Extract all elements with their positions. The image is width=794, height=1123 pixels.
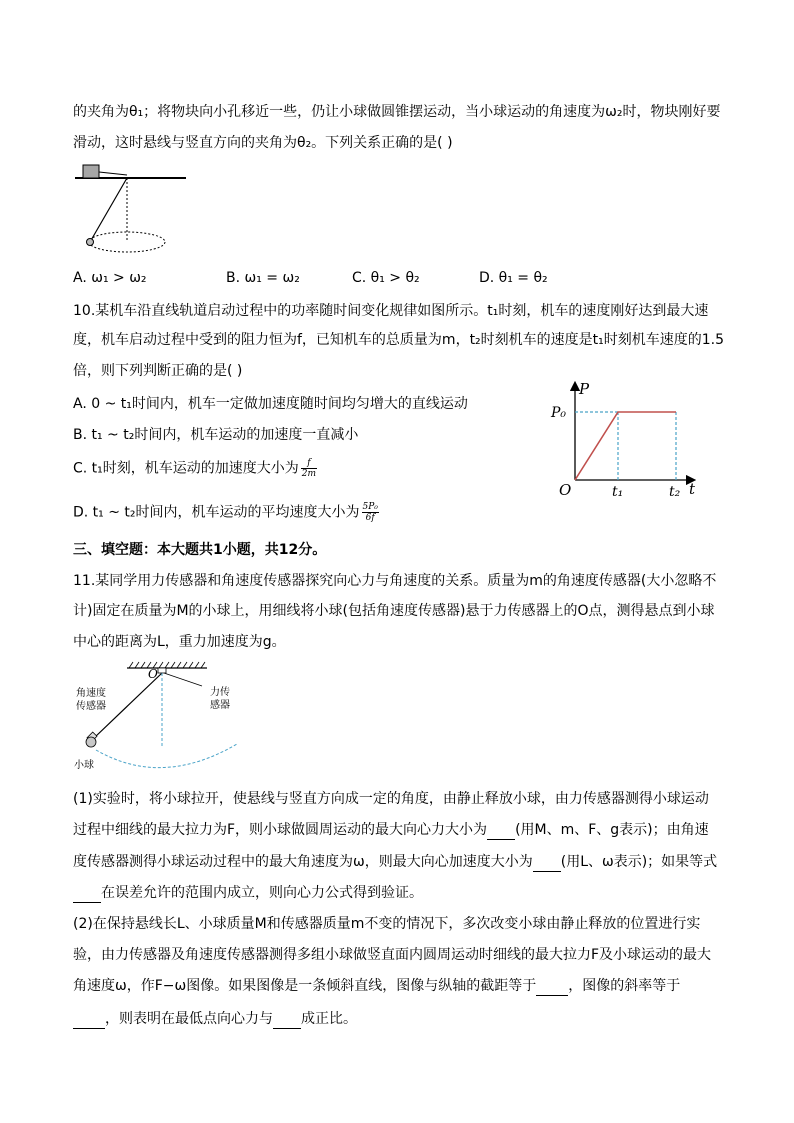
q11-part2-line-1: (2)在保持悬线长L、小球质量M和传感器质量m不变的情况下，多次改变小球由静止释放的位置进行实 <box>73 916 701 932</box>
q11-part2-line-3a: 角速度ω，作F−ω图像。如果图像是一条倾斜直线，图像与纵轴的截距等于 <box>73 978 537 994</box>
q9-option-d[interactable]: D. θ₁ = θ₂ <box>479 270 548 286</box>
q11-figure-angular-sensor-label-1: 角速度 <box>76 688 106 699</box>
q11-part2-line-2: 验，由力传感器及角速度传感器测得多组小球做竖直面内圆周运动时细线的最大拉力F及小球运动的最大 <box>73 947 712 963</box>
q10-option-d-denominator: 6f <box>365 513 375 523</box>
q10-option-c-fraction <box>301 458 317 479</box>
q11-part1-line-2b: (用M、m、F、g表示)；由角速 <box>515 822 709 838</box>
q11-part2-line-4c: 成正比。 <box>301 1011 357 1027</box>
q11-part2-line-3 <box>73 976 680 996</box>
q11-figure-o-label: O <box>148 667 158 681</box>
answer-blank-3[interactable] <box>73 888 101 903</box>
q10-option-c[interactable] <box>73 458 317 479</box>
q9-option-a[interactable]: A. ω₁ > ω₂ <box>73 270 147 286</box>
q11-figure-force-sensor-label-2: 感器 <box>210 700 230 711</box>
q10-graph-t1-label: t₁ <box>612 484 624 500</box>
q11-line-1: 11.某同学用力传感器和角速度传感器探究向心力与角速度的关系。质量为m的角速度传感器(大小忽略不 <box>73 573 717 589</box>
q10-option-d-text: D. t₁ ~ t₂时间内，机车运动的平均速度大小为 <box>73 504 360 521</box>
q9-option-c[interactable]: C. θ₁ > θ₂ <box>352 270 420 286</box>
answer-blank-5[interactable] <box>73 1014 105 1029</box>
q11-part1-line-3b: (用L、ω表示)；如果等式 <box>560 854 718 870</box>
q11-part1-line-4b: 在误差允许的范围内成立，则向心力公式得到验证。 <box>101 885 423 901</box>
q10-power-time-graph <box>545 378 705 503</box>
q11-part2-line-4b: ，则表明在最低点向心力与 <box>105 1011 273 1027</box>
q10-option-b[interactable]: B. t₁ ~ t₂时间内，机车运动的加速度一直减小 <box>73 427 359 443</box>
answer-blank-4[interactable] <box>536 981 568 996</box>
q11-part1-line-2a: 过程中细线的最大拉力为F，则小球做圆周运动的最大向心力大小为 <box>73 822 488 838</box>
q10-graph-power-line <box>575 412 676 480</box>
q11-part2-line-4 <box>73 1009 357 1029</box>
q10-line-3: 倍，则下列判断正确的是( ) <box>73 363 243 379</box>
answer-blank-1[interactable] <box>487 825 515 840</box>
q11-part1-line-3a: 度传感器测得小球运动过程中的最大角速度为ω，则最大向心加速度大小为 <box>73 854 533 870</box>
q10-line-1: 10.某机车沿直线轨道启动过程中的功率随时间变化规律如图所示。t₁时刻，机车的速度刚好达到最大速 <box>73 303 709 319</box>
q10-graph-x-label: t <box>689 480 696 498</box>
q11-part1-line-1: (1)实验时，将小球拉开，使悬线与竖直方向成一定的角度，由静止释放小球，由力传感器测得小球运动 <box>73 791 709 807</box>
q10-option-c-numerator: f <box>301 458 317 469</box>
q11-line-3: 中心的距离为L，重力加速度为g。 <box>73 634 286 650</box>
q10-option-d[interactable] <box>73 502 379 523</box>
q9-line-1: 的夹角为θ₁；将物块向小孔移近一些，仍让小球做圆锥摆运动，当小球运动的角速度为ω₂时，物块刚好要 <box>73 104 721 120</box>
q11-part1-line-3 <box>73 852 717 872</box>
q10-graph-y-label: P <box>579 380 590 398</box>
q10-graph-origin-label: O <box>559 481 572 499</box>
q10-line-2: 度，机车启动过程中受到的阻力恒为f，已知机车的总质量为m，t₂时刻机车的速度是t₁时刻机车速度的1.5 <box>73 332 725 348</box>
q11-figure-force-sensor-label-1: 力传 <box>210 687 230 698</box>
q11-pendulum-figure <box>72 658 247 783</box>
q10-option-c-text: C. t₁时刻，机车运动的加速度大小为 <box>73 460 299 477</box>
answer-blank-6[interactable] <box>273 1014 301 1029</box>
q10-graph-t2-label: t₂ <box>669 484 681 500</box>
q10-option-c-denominator: 2m <box>301 469 317 479</box>
q9-option-b[interactable]: B. ω₁ = ω₂ <box>226 270 300 286</box>
q11-part1-line-2 <box>73 820 709 840</box>
q9-conical-pendulum-figure <box>70 160 195 255</box>
section3-title: 三、填空题：本大题共1小题，共12分。 <box>73 542 327 558</box>
q10-option-d-numerator: 5P₀ <box>362 502 378 512</box>
q10-option-d-fraction <box>362 502 379 523</box>
q9-line-2: 滑动，这时悬线与竖直方向的夹角为θ₂。下列关系正确的是( ) <box>73 135 453 151</box>
answer-blank-2[interactable] <box>533 857 561 872</box>
q11-part1-line-4 <box>73 883 423 903</box>
q11-line-2: 计)固定在质量为M的小球上，用细线将小球(包括角速度传感器)悬于力传感器上的O点，测得悬点到小球 <box>73 603 715 619</box>
q11-figure-angular-sensor-label-2: 传感器 <box>76 701 106 712</box>
q11-figure-ball-label: 小球 <box>74 760 94 771</box>
q10-option-a[interactable]: A. 0 ~ t₁时间内，机车一定做加速度随时间均匀增大的直线运动 <box>73 396 468 412</box>
q10-graph-p0-label: P₀ <box>551 405 567 421</box>
q11-part2-line-3b: ，图像的斜率等于 <box>568 978 681 994</box>
